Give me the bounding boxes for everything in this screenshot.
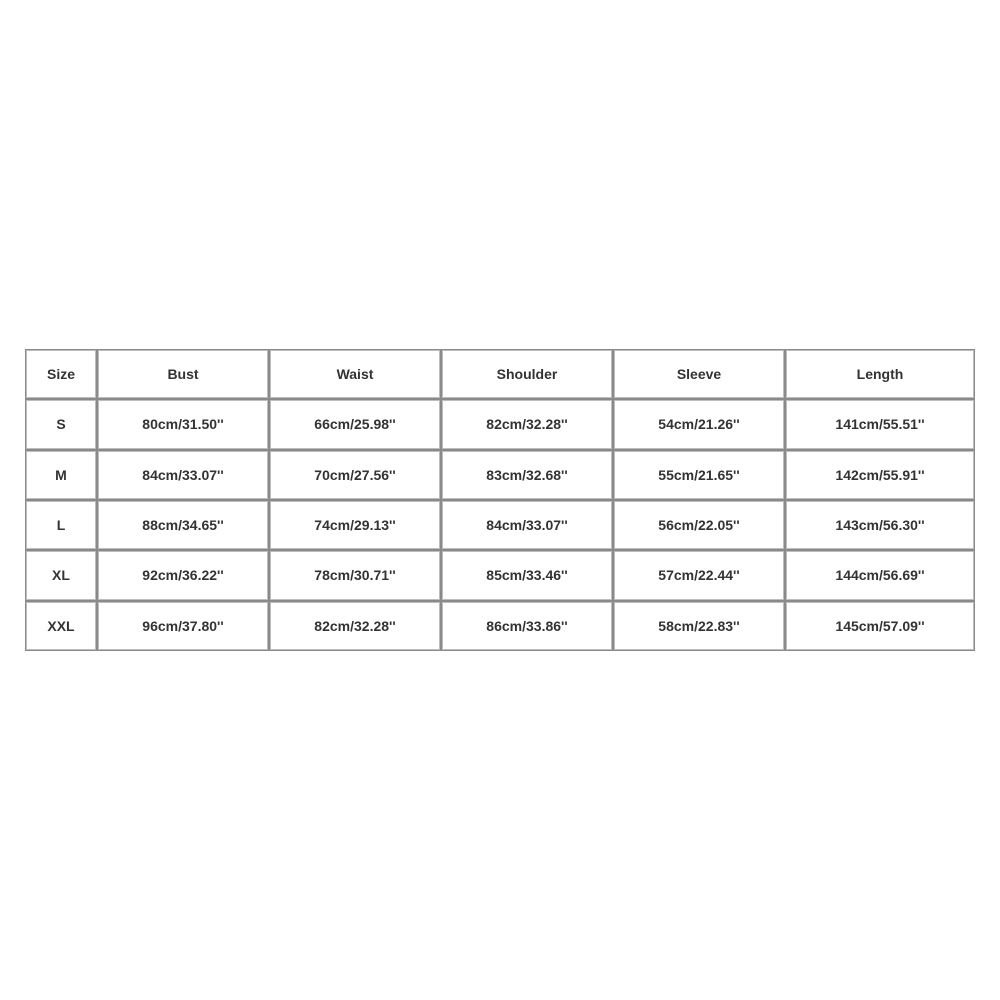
length-cell: 144cm/56.69'' [785,550,975,600]
header-row [25,349,975,399]
sleeve-cell: 57cm/22.44'' [613,550,785,600]
shoulder-cell: 82cm/32.28'' [441,399,613,449]
bust-cell: 96cm/37.80'' [97,601,269,651]
table-row [25,399,975,449]
sleeve-cell: 54cm/21.26'' [613,399,785,449]
table-row [25,550,975,600]
header-sleeve: Sleeve [613,349,785,399]
bust-cell: 92cm/36.22'' [97,550,269,600]
size-cell: XL [25,550,97,600]
size-cell: XXL [25,601,97,651]
shoulder-cell: 86cm/33.86'' [441,601,613,651]
shoulder-cell: 85cm/33.46'' [441,550,613,600]
sleeve-cell: 55cm/21.65'' [613,450,785,500]
size-cell: M [25,450,97,500]
waist-cell: 74cm/29.13'' [269,500,441,550]
bust-cell: 80cm/31.50'' [97,399,269,449]
length-cell: 145cm/57.09'' [785,601,975,651]
header-bust: Bust [97,349,269,399]
shoulder-cell: 83cm/32.68'' [441,450,613,500]
size-chart-table [25,349,975,651]
sleeve-cell: 58cm/22.83'' [613,601,785,651]
shoulder-cell: 84cm/33.07'' [441,500,613,550]
size-cell: L [25,500,97,550]
header-shoulder: Shoulder [441,349,613,399]
waist-cell: 78cm/30.71'' [269,550,441,600]
size-cell: S [25,399,97,449]
sleeve-cell: 56cm/22.05'' [613,500,785,550]
length-cell: 141cm/55.51'' [785,399,975,449]
bust-cell: 84cm/33.07'' [97,450,269,500]
header-waist: Waist [269,349,441,399]
waist-cell: 70cm/27.56'' [269,450,441,500]
table-row [25,450,975,500]
header-size: Size [25,349,97,399]
bust-cell: 88cm/34.65'' [97,500,269,550]
table-row [25,601,975,651]
length-cell: 142cm/55.91'' [785,450,975,500]
waist-cell: 66cm/25.98'' [269,399,441,449]
table-row [25,500,975,550]
header-length: Length [785,349,975,399]
length-cell: 143cm/56.30'' [785,500,975,550]
waist-cell: 82cm/32.28'' [269,601,441,651]
